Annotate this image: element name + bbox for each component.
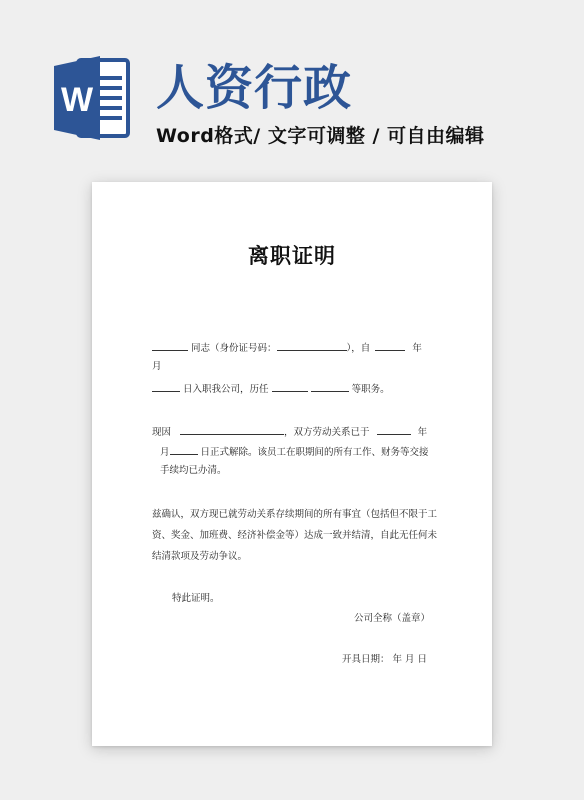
paragraph-1-line-1 xyxy=(152,340,422,356)
end-day-blank xyxy=(170,444,198,455)
document-title: 离职证明 xyxy=(248,244,336,268)
name-blank xyxy=(152,340,188,351)
id-number-blank xyxy=(277,340,347,351)
paragraph-2-line-3 xyxy=(160,464,227,478)
dissolved-text: 日正式解除。该员工在职期间的所有工作、财务等交接 xyxy=(200,447,429,458)
duties-text: 等职务。 xyxy=(351,384,390,395)
end-year-blank xyxy=(377,424,411,435)
company-name-stamp: 公司全称（盖章） xyxy=(354,613,431,624)
paragraph-3-line-3: 结清款项及劳动争议。 xyxy=(152,551,248,562)
word-icon-letter: W xyxy=(60,81,94,119)
position-blank xyxy=(311,381,349,392)
paragraph-3-line-1: 兹确认，双方现已就劳动关系存续期间的所有事宜（包括但不限于工 xyxy=(152,509,438,520)
page-title: 人资行政 xyxy=(156,60,353,116)
joined-text: 日入职我公司，历任 xyxy=(183,384,269,395)
department-blank xyxy=(272,381,308,392)
page-subtitle: Word格式/ 文字可调整 / 可自由编辑 xyxy=(156,125,485,147)
document-page xyxy=(92,182,492,746)
word-document-icon xyxy=(52,50,132,146)
page-header xyxy=(0,0,584,180)
comma-from-text: ），自 xyxy=(346,343,371,354)
paragraph-2-line-2 xyxy=(160,444,429,460)
year-label: 年 xyxy=(412,343,422,354)
year-blank xyxy=(375,340,405,351)
now-due-text: 现因 xyxy=(152,427,172,438)
end-month-label: 月 xyxy=(160,447,170,458)
handover-text: 手续均已办清。 xyxy=(160,465,227,476)
paragraph-1-line-2 xyxy=(152,360,162,374)
paragraph-3-line-2: 资、奖金、加班费、经济补偿金等）达成一致并结清，自此无任何未 xyxy=(152,530,438,541)
paragraph-2-line-1 xyxy=(152,424,427,440)
certify-text: 特此证明。 xyxy=(172,593,220,604)
end-year-label: 年 xyxy=(417,427,428,438)
comrade-text: 同志（身份证号码： xyxy=(191,343,277,354)
labor-ended-text: ，双方劳动关系已于 xyxy=(284,427,370,438)
paragraph-1-line-3 xyxy=(152,381,390,397)
month-label: 月 xyxy=(152,361,162,372)
reason-blank xyxy=(180,424,284,435)
issue-date: 开具日期： 年 月 日 xyxy=(342,654,428,665)
day-blank xyxy=(152,381,180,392)
